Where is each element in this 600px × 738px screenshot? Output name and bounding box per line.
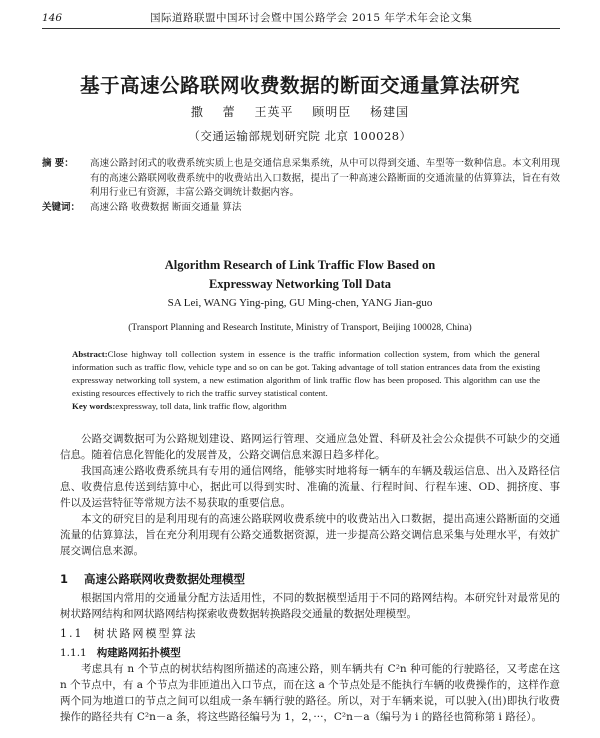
page-number: 146 bbox=[42, 12, 63, 24]
paper-title-cn: 基于高速公路联网收费数据的断面交通量算法研究 bbox=[79, 74, 520, 97]
subsection-1-1-title: 树状路网模型算法 bbox=[93, 627, 198, 640]
abstract-cn-label: 摘 要： bbox=[42, 158, 74, 169]
keywords-cn-text: 高速公路 收费数据 断面交通量 算法 bbox=[90, 201, 242, 213]
section-1-heading bbox=[60, 571, 560, 587]
intro-paragraph: 我国高速公路收费系统具有专用的通信网络，能够实时地将每一辆车的车辆及载运信息、出入及路径信息、收费信息传送到结算中心，据此可以得到实时、准确的流量、行程时间、行程车速、OD、拥挤度、事件以及运营特征等常规方法不易获取的重要信息。 bbox=[60, 465, 560, 509]
authors-cn: 撒 蕾 王英平 顾明臣 杨建国 bbox=[190, 105, 410, 119]
paper-title-en-line2: Expressway Networking Toll Data bbox=[208, 277, 392, 291]
subsection-1-1-1-number: 1.1.1 bbox=[60, 647, 87, 659]
subsection-1-1-heading bbox=[60, 625, 560, 641]
running-header bbox=[42, 10, 560, 29]
subsection-1-1-number: 1.1 bbox=[60, 627, 84, 640]
journal-title: 国际道路联盟中国环讨会暨中国公路学会 2015 年学术年会论文集 bbox=[150, 12, 473, 24]
abstract-en bbox=[72, 348, 540, 400]
keywords-cn-label: 关键词： bbox=[42, 201, 81, 213]
introduction bbox=[60, 431, 560, 559]
subsection-1-1-1-title: 构建路网拓扑模型 bbox=[96, 647, 181, 659]
authors-en: SA Lei, WANG Ying-ping, GU Ming-chen, YANG Jian-guo bbox=[167, 297, 433, 309]
affiliation-cn: （交通运输部规划研究院 北京 100028） bbox=[188, 129, 412, 143]
abstract-en-block bbox=[72, 348, 540, 413]
abstract-cn bbox=[42, 157, 560, 201]
paper-title-en bbox=[0, 256, 600, 294]
subsection-1-1-1-paragraph: 考虑具有 n 个节点的树状结构图所描述的高速公路，则车辆共有 C²n 种可能的行驶路径，又考虑在这 n 个节点中，有 a 个节点为非匝道出入口节点，而在这 a 个节点处是不能执行车辆的收费操作的，这样作意两个同为地道口的节点之间可以组成一条车辆行驶的路径。所以，对于车辆来说，可以驶入(出)即执行收费操作的路径共有 C²n－a 条，将这些路径编号为 1，2，···，C²n－a（编号为 i 的路径也简称第 i 路径）。 bbox=[60, 663, 560, 723]
section-1-body bbox=[60, 590, 560, 622]
keywords-en-text: expressway, toll data, link traffic flow, algorithm bbox=[115, 401, 287, 411]
abstract-cn-block bbox=[42, 157, 560, 215]
abstract-en-text: Close highway toll collection system in essence is the traffic information collection system, from which the general information such as traffic flow, vehicle type and so on can be got. Taking advantage of toll station entrances data from the existing expressway networking toll system, a new estimation algorithm of link traffic flow has been proposed. This algorithm can use the existing resources effectively to rich the traffic survey statistical content. bbox=[72, 349, 540, 398]
intro-paragraph: 公路交调数据可为公路规划建设、路网运行管理、交通应急处置、科研及社会公众提供不可缺少的交通信息。随着信息化智能化的发展普及，公路交调信息来源日趋多样化。 bbox=[60, 433, 560, 461]
abstract-cn-text: 高速公路封闭式的收费系统实质上也是交通信息采集系统，从中可以得到交通、车型等一数种信息。本文利用现有的高速公路联网收费系统中的收费站出入口数据，提出了一种高速公路断面的交通流量的估算算法，旨在有效利用行业已有资源，丰富公路交调统计数据内容。 bbox=[90, 158, 560, 198]
section-1-number: 1 bbox=[60, 572, 69, 586]
section-1-paragraph: 根据国内常用的交通量分配方法适用性，不同的数据模型适用于不同的路网结构。本研究针对最常见的树状路网结构和网状路网结构探索收费数据转换路段交通量的数据处理模型。 bbox=[60, 592, 560, 620]
abstract-en-label: Abstract: bbox=[72, 349, 108, 359]
keywords-en bbox=[72, 400, 540, 413]
keywords-en-label: Key words: bbox=[72, 401, 116, 411]
paper-title-en-line1: Algorithm Research of Link Traffic Flow Based on bbox=[164, 258, 436, 272]
subsection-1-1-1-body bbox=[60, 661, 560, 725]
affiliation-en: (Transport Planning and Research Institute, Ministry of Transport, Beijing 100028, China) bbox=[128, 323, 472, 333]
keywords-cn bbox=[42, 201, 560, 216]
intro-paragraph: 本文的研究目的是利用现有的高速公路联网收费系统中的收费站出入口数据，提出高速公路断面的交通流量的估算算法，旨在充分利用现有公路交通数据资源，进一步提高公路交调信息采集与处理水平，有效扩展交调信息来源。 bbox=[60, 513, 560, 557]
section-1-title: 高速公路联网收费数据处理模型 bbox=[84, 572, 245, 586]
subsection-1-1-1-heading bbox=[60, 645, 560, 660]
